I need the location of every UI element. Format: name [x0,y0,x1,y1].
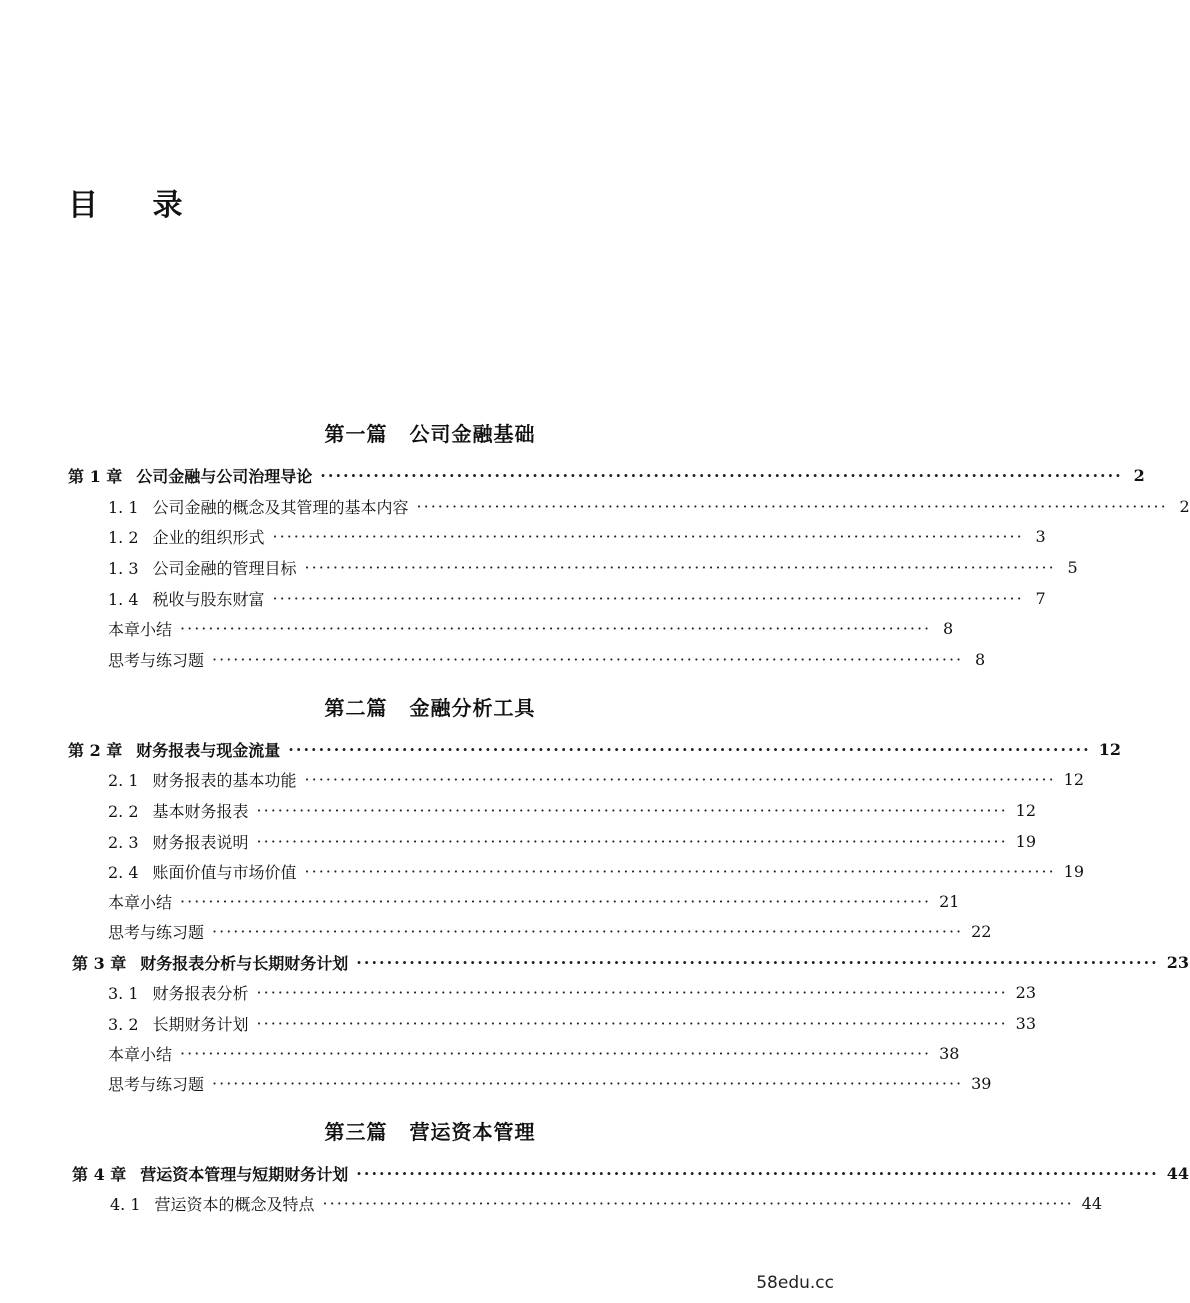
toc-entry-exercises[interactable] [108,647,986,671]
page-number: 7 [1035,588,1046,608]
dot-leader: ·········································································································· [272,588,1024,608]
part-heading [0,1116,852,1145]
page-number: 8 [942,618,954,638]
toc-entry-section[interactable] [108,859,1085,883]
page-number: 44 [1166,1163,1190,1183]
section-title: 基本财务报表 [152,801,249,821]
toc-entry-summary[interactable] [108,616,954,640]
page-number: 2 [1179,496,1190,516]
toc-entry-chapter[interactable] [68,737,1122,761]
dot-leader: ·········································································································· [256,1013,1008,1033]
dot-leader: ·········································································································· [356,952,1159,972]
page-number: 22 [971,921,992,941]
entry-title: 本章小结 [108,1044,173,1064]
dot-leader: ·········································································································· [212,921,964,941]
entry-title: 思考与练习题 [108,1074,205,1094]
part-name: 公司金融基础 [409,422,536,446]
page-number: 21 [939,891,960,911]
dot-leader: ·········································································································· [304,769,1056,789]
section-number: 2. 2 [108,801,139,821]
toc-entry-section[interactable] [108,586,1046,610]
section-title: 企业的组织形式 [152,527,265,547]
dot-leader: ·········································································································· [212,649,964,669]
entry-title: 思考与练习题 [108,922,205,942]
toc-entry-chapter[interactable] [72,1161,1190,1185]
section-number: 1. 2 [108,527,139,547]
page-number: 3 [1035,526,1046,546]
section-title: 公司金融的管理目标 [152,558,297,578]
section-number: 2. 4 [108,862,139,882]
dot-leader: ·········································································································· [288,739,1091,759]
part-name: 金融分析工具 [409,696,536,720]
toc-entry-chapter[interactable] [72,950,1190,974]
toc-entry-section[interactable] [108,555,1078,579]
dot-leader: ·········································································································· [304,557,1056,577]
toc-entry-section[interactable] [108,980,1037,1004]
dot-leader: ·········································································································· [180,618,932,638]
page-number: 8 [974,649,986,669]
section-number: 3. 1 [108,983,139,1003]
section-title: 长期财务计划 [152,1014,249,1034]
toc-entry-section[interactable] [108,798,1037,822]
chapter-number: 第 1 章 [68,466,123,486]
entry-title: 本章小结 [108,619,173,639]
toc-entry-summary[interactable] [108,889,960,913]
dot-leader: ·········································································································· [256,982,1008,1002]
dot-leader: ·········································································································· [304,861,1056,881]
section-number: 1. 1 [108,497,139,517]
toc-entry-section[interactable] [110,1191,1103,1215]
part-prefix: 第二篇 [324,696,388,720]
toc-entry-section[interactable] [108,1011,1037,1035]
page-number: 2 [1133,465,1145,485]
page-number: 38 [939,1043,960,1063]
dot-leader: ·········································································································· [256,800,1008,820]
dot-leader: ·········································································································· [256,831,1008,851]
page-number: 44 [1081,1193,1103,1213]
chapter-title: 公司金融与公司治理导论 [136,466,313,486]
section-title: 账面价值与市场价值 [152,862,297,882]
section-title: 税收与股东财富 [152,589,265,609]
section-title: 公司金融的概念及其管理的基本内容 [152,497,409,517]
page-number: 12 [1015,800,1037,820]
toc-title: 目 录 [68,188,205,223]
section-title: 财务报表分析 [152,983,249,1003]
page-number: 5 [1067,557,1078,577]
page-number: 23 [1015,982,1037,1002]
dot-leader: ·········································································································· [356,1163,1159,1183]
part-name: 营运资本管理 [409,1120,536,1144]
section-number: 2. 1 [108,770,139,790]
part-prefix: 第一篇 [324,422,388,446]
dot-leader: ·········································································································· [180,891,932,911]
part-heading [0,418,852,447]
section-number: 3. 2 [108,1014,139,1034]
chapter-number: 第 2 章 [68,740,123,760]
page-number: 12 [1063,769,1085,789]
dot-leader: ·········································································································· [322,1193,1074,1213]
page-number: 19 [1015,831,1037,851]
section-number: 1. 3 [108,558,139,578]
part-prefix: 第三篇 [324,1120,388,1144]
page-number: 33 [1015,1013,1037,1033]
entry-title: 思考与练习题 [108,650,205,670]
watermark: 58edu.cc [756,1273,834,1293]
section-title: 财务报表说明 [152,832,249,852]
page-number: 19 [1063,861,1085,881]
toc-entry-section[interactable] [108,767,1085,791]
toc-entry-section[interactable] [108,829,1037,853]
chapter-title: 财务报表分析与长期财务计划 [140,953,349,973]
part-heading [0,692,852,721]
page-number: 39 [971,1073,992,1093]
section-number: 4. 1 [110,1194,141,1214]
toc-entry-chapter[interactable] [68,463,1145,487]
chapter-number: 第 4 章 [72,1164,127,1184]
section-title: 营运资本的概念及特点 [154,1194,315,1214]
chapter-number: 第 3 章 [72,953,127,973]
dot-leader: ·········································································································· [212,1073,964,1093]
toc-entry-section[interactable] [108,494,1190,518]
toc-entry-exercises[interactable] [108,919,992,943]
entry-title: 本章小结 [108,892,173,912]
toc-entry-exercises[interactable] [108,1071,992,1095]
chapter-title: 营运资本管理与短期财务计划 [140,1164,349,1184]
page-number: 23 [1166,952,1190,972]
toc-entry-section[interactable] [108,524,1046,548]
dot-leader: ·········································································································· [180,1043,932,1063]
page-number: 12 [1098,739,1122,759]
section-number: 1. 4 [108,589,139,609]
toc-entry-summary[interactable] [108,1041,960,1065]
chapter-title: 财务报表与现金流量 [136,740,281,760]
dot-leader: ·········································································································· [416,496,1168,516]
section-number: 2. 3 [108,832,139,852]
dot-leader: ·········································································································· [272,526,1024,546]
section-title: 财务报表的基本功能 [152,770,297,790]
dot-leader: ·········································································································· [320,465,1123,485]
